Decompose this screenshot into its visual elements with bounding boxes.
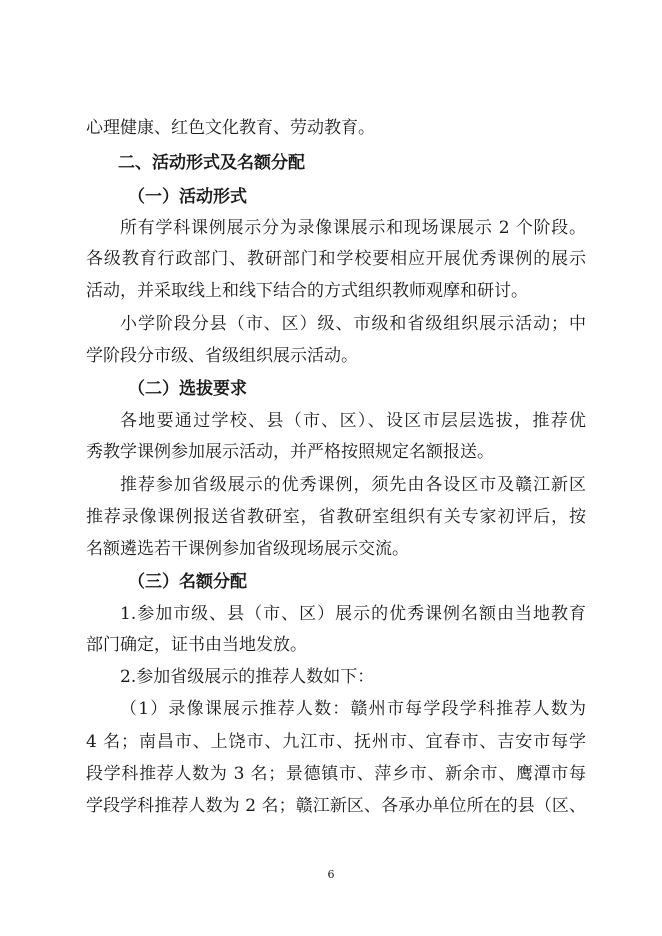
section-heading: 二、活动形式及名额分配 <box>118 153 305 173</box>
text-line: 2.参加省级展示的推荐人数如下： <box>120 667 375 687</box>
subsection-heading: （二）选拔要求 <box>128 379 247 399</box>
text-line: 各地要通过学校、县（市、区）、设区市层层选拔，推荐优 <box>120 411 586 431</box>
text-line: 4 名；南昌市、上饶市、九江市、抚州市、宜春市、吉安市每学 <box>86 732 586 752</box>
text-line: 推荐录像课例报送省教研室，省教研室组织有关专家初评后，按 <box>86 507 586 527</box>
text-line: 小学阶段分县（市、区）级、市级和省级组织展示活动；中 <box>120 314 586 334</box>
text-line: （1）录像课展示推荐人数：赣州市每学段学科推荐人数为 <box>120 699 586 719</box>
text-line: 心理健康、红色文化教育、劳动教育。 <box>86 118 375 138</box>
subsection-heading: （三）名额分配 <box>128 572 247 592</box>
text-line: 部门确定，证书由当地发放。 <box>86 635 307 655</box>
text-line: 所有学科课例展示分为录像课展示和现场课展示 2 个阶段。 <box>120 218 586 238</box>
text-line: 1.参加市级、县（市、区）展示的优秀课例名额由当地教育 <box>120 604 586 624</box>
text-line: 活动，并采取线上和线下结合的方式组织教师观摩和研讨。 <box>86 281 528 301</box>
text-line: 学段学科推荐人数为 2 名；赣江新区、各承办单位所在的县（区、 <box>86 796 586 816</box>
text-line: 名额遴选若干课例参加省级现场展示交流。 <box>86 539 409 559</box>
text-line: 推荐参加省级展示的优秀课例，须先由各设区市及赣江新区 <box>120 475 586 495</box>
text-line: 秀教学课例参加展示活动，并严格按照规定名额报送。 <box>86 442 494 462</box>
page-number: 6 <box>327 868 335 881</box>
text-line: 学阶段分市级、省级组织展示活动。 <box>86 346 358 366</box>
subsection-heading: （一）活动形式 <box>128 187 247 207</box>
text-line: 段学科推荐人数为 3 名；景德镇市、萍乡市、新余市、鹰潭市每 <box>86 764 586 784</box>
text-line: 各级教育行政部门、教研部门和学校要相应开展优秀课例的展示 <box>86 249 586 269</box>
